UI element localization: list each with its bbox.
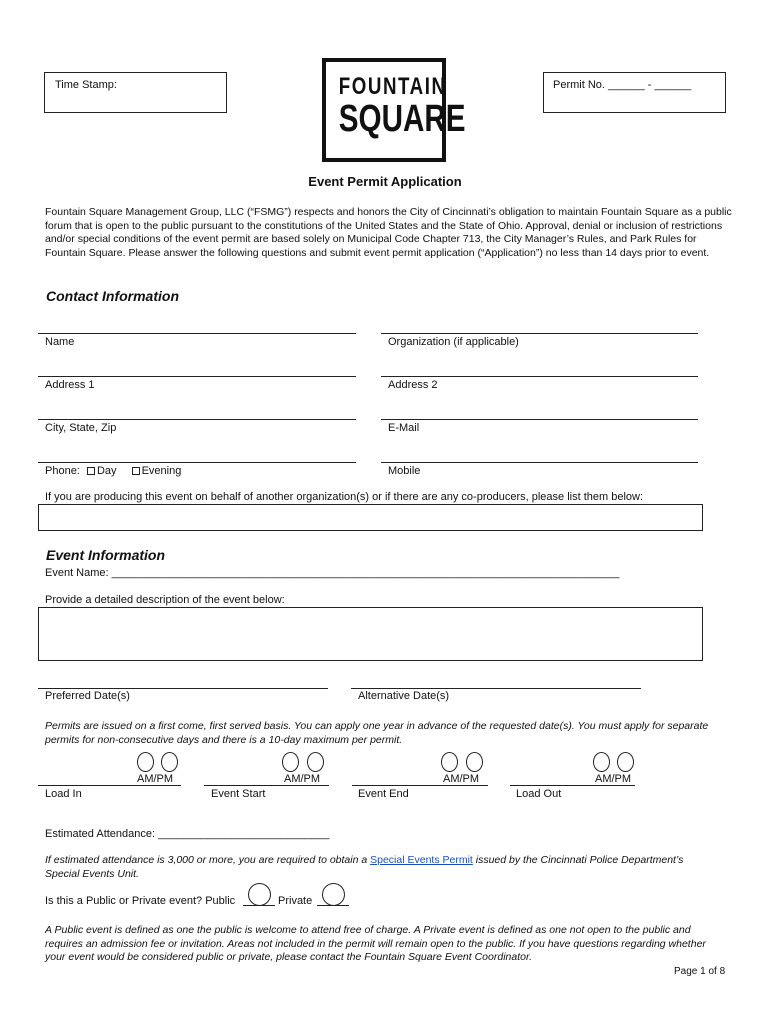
public-private-definition: A Public event is defined as one the public is welcome to attend free of charge. A Private event is defined as one not open to the public and requires an admission fee or invitation. Areas not included in the permit will remain open to the public. If you have questions regarding whether your event would be considered public or private, please contact the Fountain Square Event Coordinator. [45,924,706,963]
organization-label: Organization (if applicable) [388,336,519,348]
public-underline [243,905,275,906]
phone-label: Phone: [45,465,80,477]
email-label: E-Mail [388,422,420,434]
fountain-square-logo [322,58,466,162]
public-private-question: Is this a Public or Private event? Public [45,895,236,907]
event-end-field[interactable] [352,785,488,786]
private-underline [317,905,349,906]
evening-label: Evening [141,465,182,477]
attendance-note [45,854,705,881]
load-out-pm-radio[interactable] [617,752,634,772]
preferred-dates-label: Preferred Date(s) [45,690,130,702]
preferred-dates-field[interactable] [38,688,328,689]
event-start-label: Event Start [211,788,266,800]
description-textbox[interactable] [38,607,703,661]
address2-label: Address 2 [388,379,438,391]
load-out-field[interactable] [510,785,635,786]
email-field[interactable] [381,419,698,420]
address2-field[interactable] [381,376,698,377]
attendance-note-post: issued by the Cincinnati Police Department’s Special Events Unit. [45,854,684,880]
page-number: Page 1 of 8 [674,966,726,977]
city-state-zip-field[interactable] [38,419,356,420]
phone-row [45,465,181,477]
alternative-dates-label: Alternative Date(s) [358,690,450,702]
special-events-permit-link[interactable]: Special Events Permit [370,854,473,866]
logo-line1: FOUNTAIN [338,73,447,100]
event-end-ampm: AM/PM [443,773,480,785]
event-end-am-radio[interactable] [441,752,458,772]
intro-paragraph: Fountain Square Management Group, LLC (“FSMG”) respects and honors the City of Cincinnati’s obligation to maintain Fountain Square as a public forum that is open to the public pursuant to the constitutions of the United States and the State of Ohio. Approval, denial or inclusion of restrictions and/or special conditions of the event permit are based solely on Municipal Code Chapter 713, the City Manager’s Rules, and Park Rules for Fountain Square. Please answer the following questions and submit event permit application (“Application”) no less than 14 days prior to event. [45,206,732,259]
private-label: Private [278,895,313,907]
day-checkbox[interactable] [87,467,95,475]
load-in-field[interactable] [38,785,181,786]
public-radio[interactable] [248,883,271,906]
event-start-am-radio[interactable] [282,752,299,772]
evening-checkbox[interactable] [132,467,140,475]
event-heading: Event Information [46,547,166,563]
load-in-am-radio[interactable] [137,752,154,772]
attendance-note-pre: If estimated attendance is 3,000 or more, you are required to obtain a [45,854,371,866]
permit-number-box [543,72,726,113]
time-stamp-label: Time Stamp: [55,79,117,91]
event-start-pm-radio[interactable] [307,752,324,772]
day-label: Day [96,465,117,477]
event-end-label: Event End [358,788,409,800]
load-in-ampm: AM/PM [137,773,174,785]
city-state-zip-label: City, State, Zip [45,422,117,434]
load-in-label: Load In [45,788,82,800]
permit-number-label: Permit No. ______ - ______ [553,79,692,91]
alternative-dates-field[interactable] [351,688,641,689]
load-out-am-radio[interactable] [593,752,610,772]
event-name-field[interactable]: Event Name: ___________________________________________________________________________________ [45,567,620,579]
phone-field[interactable] [38,462,356,463]
contact-heading: Contact Information [46,288,179,304]
name-label: Name [45,336,75,348]
address1-field[interactable] [38,376,356,377]
mobile-label: Mobile [388,465,421,477]
address1-label: Address 1 [45,379,95,391]
description-label: Provide a detailed description of the event below: [45,594,285,606]
mobile-field[interactable] [381,462,698,463]
estimated-attendance-field[interactable]: Estimated Attendance: ____________________________ [45,828,330,840]
name-field[interactable] [38,333,356,334]
load-in-pm-radio[interactable] [161,752,178,772]
event-start-field[interactable] [204,785,329,786]
time-stamp-box [44,72,227,113]
load-out-label: Load Out [516,788,562,800]
event-start-ampm: AM/PM [284,773,321,785]
coproducers-textbox[interactable] [38,504,703,531]
logo-line2: SQUARE [338,98,466,140]
permits-note: Permits are issued on a first come, first served basis. You can apply one year in advance of the requested date(s). You must apply for separate permits for non-consecutive days and there is a 10-day maximum per permit. [45,720,709,746]
organization-field[interactable] [381,333,698,334]
private-radio[interactable] [322,883,345,906]
event-end-pm-radio[interactable] [466,752,483,772]
coproducers-label: If you are producing this event on behalf of another organization(s) or if there are any co-producers, please list them below: [45,491,644,503]
load-out-ampm: AM/PM [595,773,632,785]
page-title: Event Permit Application [308,174,462,189]
